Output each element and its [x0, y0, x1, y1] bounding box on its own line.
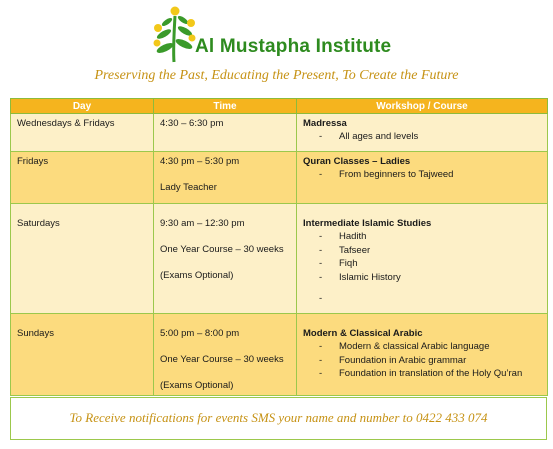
footer-notice: [10, 397, 547, 440]
course-title: Madressa: [303, 118, 347, 129]
day-cell: Saturdays: [11, 204, 154, 314]
organization-name: Al Mustapha Institute: [195, 36, 392, 57]
column-header-course: Workshop / Course: [297, 99, 548, 114]
time-cell: 4:30 pm – 5:30 pm Lady Teacher: [154, 152, 297, 204]
course-cell: Intermediate Islamic Studies - Hadith - Tafseer - Fiqh - Islamic History -: [297, 204, 548, 314]
day-cell: Fridays: [11, 152, 154, 204]
header: [0, 0, 553, 98]
column-header-day: Day: [11, 99, 154, 114]
schedule-table: [10, 98, 548, 396]
list-item: - All ages and levels: [319, 131, 419, 142]
course-title: Quran Classes – Ladies: [303, 156, 411, 167]
list-item: - Fiqh: [319, 258, 358, 269]
plant-with-flowers-icon: [152, 4, 196, 64]
course-cell: [297, 152, 548, 204]
list-item: - Modern & classical Arabic language: [319, 341, 490, 352]
course-cell: [297, 114, 548, 152]
table-row: [11, 204, 548, 314]
table-row: [11, 114, 548, 152]
day-cell: Wednesdays & Fridays: [11, 114, 154, 152]
list-item: - Tafseer: [319, 244, 371, 256]
tagline: Preserving the Past, Educating the Present, To Create the Future: [94, 68, 459, 83]
day-cell: Sundays: [11, 314, 154, 396]
list-item: - Hadith: [319, 231, 367, 242]
list-item: - Foundation in Arabic grammar: [319, 354, 467, 366]
table-header-row: [11, 99, 548, 114]
list-item: - Islamic History: [319, 271, 401, 283]
table-row: [11, 152, 548, 204]
column-header-time: Time: [154, 99, 297, 114]
table-row: [11, 314, 548, 396]
time-cell: 4:30 – 6:30 pm: [154, 114, 297, 152]
footer-text: To Receive notifications for events SMS your name and number to 0422 433 074: [69, 410, 488, 425]
course-title: Intermediate Islamic Studies: [303, 218, 432, 229]
time-cell: 9:30 am – 12:30 pm One Year Course – 30 weeks (Exams Optional): [154, 204, 297, 314]
course-cell: [297, 314, 548, 396]
time-cell: 5:00 pm – 8:00 pm One Year Course – 30 weeks (Exams Optional): [154, 314, 297, 396]
list-item: - From beginners to Tajweed: [319, 169, 454, 180]
list-item: - Foundation in translation of the Holy Qu’ran: [319, 368, 523, 379]
course-title: Modern & Classical Arabic: [303, 328, 423, 339]
